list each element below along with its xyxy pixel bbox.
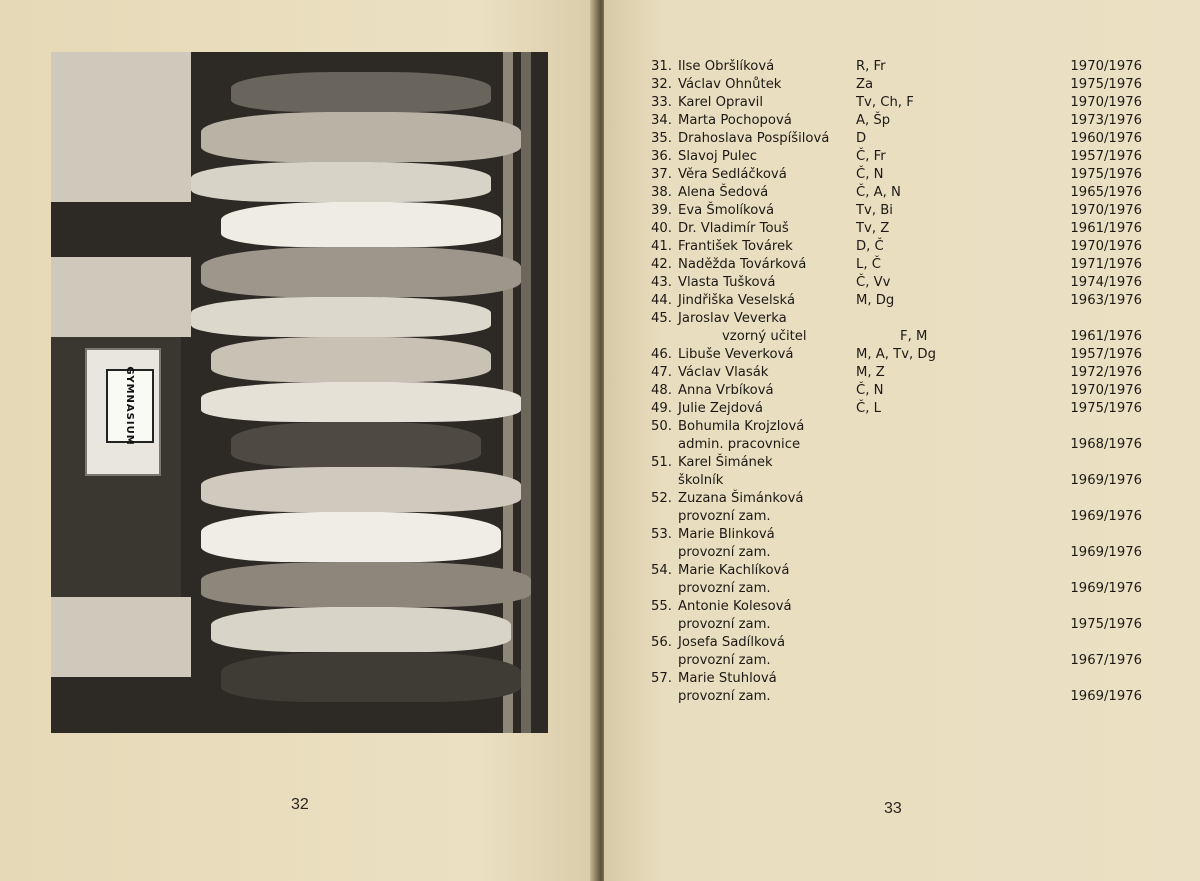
roster-row	[640, 310, 1150, 328]
roster-subjects	[856, 616, 996, 634]
roster-number: 53.	[651, 527, 672, 542]
roster-number: 37.	[651, 167, 672, 182]
roster-row	[640, 400, 1150, 418]
roster-name: Bohumila Krojzlová	[678, 419, 805, 434]
roster-number: 49.	[651, 401, 672, 416]
photo-person	[201, 112, 521, 162]
roster-number: 50.	[651, 419, 672, 434]
roster-years: 1970/1976	[1070, 383, 1142, 398]
roster-row	[640, 526, 1150, 544]
roster-row	[640, 544, 1150, 562]
roster-subjects: M, Z	[856, 365, 885, 380]
roster-years: 1967/1976	[1070, 653, 1142, 668]
roster-name: školník	[678, 473, 724, 488]
roster-number	[640, 544, 678, 562]
roster-subjects	[856, 454, 996, 472]
roster-years: 1961/1976	[1070, 329, 1142, 344]
roster-name: Vlasta Tušková	[678, 275, 776, 290]
roster-row	[640, 418, 1150, 436]
roster-row	[640, 688, 1150, 706]
roster-years: 1969/1976	[1070, 509, 1142, 524]
roster-subjects	[856, 670, 996, 688]
roster-number: 34.	[651, 113, 672, 128]
roster-row	[640, 670, 1150, 688]
roster-number: 42.	[651, 257, 672, 272]
roster-subjects: Č, Fr	[856, 149, 886, 164]
roster-years: 1969/1976	[1070, 689, 1142, 704]
roster-subjects: Č, N	[856, 383, 884, 398]
roster-subjects: Za	[856, 77, 874, 92]
roster-row	[640, 148, 1150, 166]
roster-number: 32.	[651, 77, 672, 92]
roster-years: 1975/1976	[1070, 77, 1142, 92]
roster-row	[640, 202, 1150, 220]
roster-number: 54.	[651, 563, 672, 578]
roster-subjects	[856, 436, 996, 454]
roster-name: admin. pracovnice	[678, 437, 801, 452]
photo-person	[201, 382, 521, 422]
roster-subjects: Tv, Bi	[856, 203, 893, 218]
roster-row	[640, 58, 1150, 76]
photo-person	[201, 467, 521, 512]
roster-subjects	[856, 652, 996, 670]
roster-years: 1965/1976	[1070, 185, 1142, 200]
roster-years: 1957/1976	[1070, 149, 1142, 164]
roster-row	[640, 472, 1150, 490]
roster-number: 56.	[651, 635, 672, 650]
roster-subjects: M, Dg	[856, 293, 895, 308]
roster-number: 57.	[651, 671, 672, 686]
roster-subjects	[856, 598, 996, 616]
roster-number: 55.	[651, 599, 672, 614]
roster-number: 36.	[651, 149, 672, 164]
page-number-right: 33	[884, 800, 902, 817]
roster-years: 1975/1976	[1070, 617, 1142, 632]
roster-name: provozní zam.	[678, 689, 771, 704]
roster-subjects	[856, 580, 996, 598]
roster-row	[640, 346, 1150, 364]
roster-subjects	[856, 310, 996, 328]
roster-number	[640, 328, 678, 346]
roster-row	[640, 292, 1150, 310]
roster-subjects	[856, 526, 996, 544]
roster-name: Alena Šedová	[678, 185, 769, 200]
roster-subjects	[856, 472, 996, 490]
roster-subjects: Tv, Ch, F	[856, 95, 914, 110]
roster-name: Dr. Vladimír Touš	[678, 221, 789, 236]
photo-wall	[51, 257, 191, 337]
roster-name: Naděžda Továrková	[678, 257, 807, 272]
roster-name: provozní zam.	[678, 581, 771, 596]
roster-row	[640, 220, 1150, 238]
roster-years: 1961/1976	[1070, 221, 1142, 236]
roster-years: 1973/1976	[1070, 113, 1142, 128]
roster-row	[640, 94, 1150, 112]
roster-row	[640, 652, 1150, 670]
photo-sign-label: GYMNASIUM	[106, 369, 154, 443]
roster-number: 40.	[651, 221, 672, 236]
roster-number: 39.	[651, 203, 672, 218]
roster-years: 1970/1976	[1070, 203, 1142, 218]
roster-row	[640, 562, 1150, 580]
roster-number: 48.	[651, 383, 672, 398]
roster-name: Václav Vlasák	[678, 365, 769, 380]
roster-row	[640, 490, 1150, 508]
roster-subjects	[856, 544, 996, 562]
roster-number: 44.	[651, 293, 672, 308]
roster-subjects: Č, Vv	[856, 275, 891, 290]
roster-row	[640, 454, 1150, 472]
roster-name: Marta Pochopová	[678, 113, 792, 128]
roster-name: Julie Zejdová	[678, 401, 764, 416]
roster-years: 1970/1976	[1070, 95, 1142, 110]
roster-years: 1969/1976	[1070, 545, 1142, 560]
roster-row	[640, 76, 1150, 94]
photo-person	[191, 162, 491, 202]
roster-years: 1957/1976	[1070, 347, 1142, 362]
page-number-left: 32	[291, 796, 309, 813]
roster-row	[640, 634, 1150, 652]
photo-person	[201, 247, 521, 297]
roster-years: 1963/1976	[1070, 293, 1142, 308]
roster-number: 47.	[651, 365, 672, 380]
roster-name: Anna Vrbíková	[678, 383, 774, 398]
roster-number: 46.	[651, 347, 672, 362]
photo-rail	[521, 52, 531, 733]
roster-name: Věra Sedláčková	[678, 167, 787, 182]
roster-subjects: Č, N	[856, 167, 884, 182]
roster-number	[640, 436, 678, 454]
photo-person	[211, 607, 511, 652]
roster-name: Libuše Veverková	[678, 347, 794, 362]
roster-row	[640, 238, 1150, 256]
roster-number: 45.	[651, 311, 672, 326]
roster-name: Karel Opravil	[678, 95, 763, 110]
roster-name: Jaroslav Veverka	[678, 311, 787, 326]
roster-name: Václav Ohnůtek	[678, 77, 782, 92]
photo-wall	[51, 52, 191, 202]
roster-years: 1960/1976	[1070, 131, 1142, 146]
roster-name: Marie Stuhlová	[678, 671, 777, 686]
photo-person	[201, 562, 531, 607]
roster-name: Marie Blinková	[678, 527, 775, 542]
left-page	[0, 0, 596, 881]
roster-subjects	[856, 562, 996, 580]
roster-years: 1974/1976	[1070, 275, 1142, 290]
roster-name: Karel Šimánek	[678, 455, 773, 470]
roster-row	[640, 184, 1150, 202]
class-photo	[51, 52, 548, 733]
roster-number: 43.	[651, 275, 672, 290]
roster-years: 1975/1976	[1070, 401, 1142, 416]
roster-subjects	[856, 634, 996, 652]
roster-number	[640, 580, 678, 598]
roster-row	[640, 436, 1150, 454]
roster-row	[640, 616, 1150, 634]
photo-person	[221, 202, 501, 247]
roster-name: Marie Kachlíková	[678, 563, 790, 578]
roster-name: Slavoj Pulec	[678, 149, 757, 164]
roster-number: 35.	[651, 131, 672, 146]
roster-name: František Továrek	[678, 239, 793, 254]
roster-years: 1968/1976	[1070, 437, 1142, 452]
roster-name: vzorný učitel	[722, 329, 807, 344]
roster-subjects: Č, L	[856, 401, 881, 416]
roster-number	[640, 652, 678, 670]
roster-row	[640, 256, 1150, 274]
roster-years: 1971/1976	[1070, 257, 1142, 272]
roster-row	[640, 112, 1150, 130]
roster-number: 31.	[651, 59, 672, 74]
roster-years: 1970/1976	[1070, 239, 1142, 254]
roster-number: 51.	[651, 455, 672, 470]
roster-name: Drahoslava Pospíšilová	[678, 131, 830, 146]
roster-subjects: F, M	[900, 329, 928, 344]
roster-years: 1972/1976	[1070, 365, 1142, 380]
roster-name: provozní zam.	[678, 617, 771, 632]
photo-person	[231, 72, 491, 112]
roster-name: Jindřiška Veselská	[678, 293, 796, 308]
roster-row	[640, 166, 1150, 184]
roster-name: Ilse Obršlíková	[678, 59, 775, 74]
roster-subjects	[856, 490, 996, 508]
roster-years: 1970/1976	[1070, 59, 1142, 74]
roster-row	[640, 382, 1150, 400]
roster-subjects: Č, A, N	[856, 185, 901, 200]
roster-row	[640, 130, 1150, 148]
roster-number	[640, 616, 678, 634]
roster-subjects: Tv, Z	[856, 221, 890, 236]
roster-number	[640, 472, 678, 490]
roster-number: 41.	[651, 239, 672, 254]
roster-number: 52.	[651, 491, 672, 506]
roster-name: Eva Šmolíková	[678, 203, 775, 218]
roster-years: 1969/1976	[1070, 473, 1142, 488]
roster-name: provozní zam.	[678, 509, 771, 524]
roster-row	[640, 364, 1150, 382]
roster-subjects	[856, 418, 996, 436]
roster-subjects: D	[856, 131, 867, 146]
roster-subjects	[856, 508, 996, 526]
roster-name: Antonie Kolesová	[678, 599, 792, 614]
roster-number: 33.	[651, 95, 672, 110]
roster-subjects	[856, 688, 996, 706]
roster-subjects: A, Šp	[856, 113, 891, 128]
roster-subjects: D, Č	[856, 239, 884, 254]
roster-number: 38.	[651, 185, 672, 200]
photo-person	[221, 652, 521, 702]
staff-roster	[640, 58, 1150, 706]
roster-row	[640, 274, 1150, 292]
roster-years: 1975/1976	[1070, 167, 1142, 182]
roster-row	[640, 580, 1150, 598]
roster-subjects: M, A, Tv, Dg	[856, 347, 936, 362]
roster-subjects: L, Č	[856, 257, 881, 272]
photo-wall	[51, 597, 191, 677]
roster-row	[640, 598, 1150, 616]
roster-name: Josefa Sadílková	[678, 635, 786, 650]
roster-name: provozní zam.	[678, 545, 771, 560]
roster-years: 1969/1976	[1070, 581, 1142, 596]
roster-number	[640, 508, 678, 526]
photo-person	[201, 512, 501, 562]
photo-person	[211, 337, 491, 382]
roster-row	[640, 328, 1150, 346]
photo-person	[231, 422, 481, 467]
roster-name: Zuzana Šimánková	[678, 491, 804, 506]
roster-subjects: R, Fr	[856, 59, 886, 74]
photo-person	[191, 297, 491, 337]
roster-row	[640, 508, 1150, 526]
roster-name: provozní zam.	[678, 653, 771, 668]
roster-number	[640, 688, 678, 706]
